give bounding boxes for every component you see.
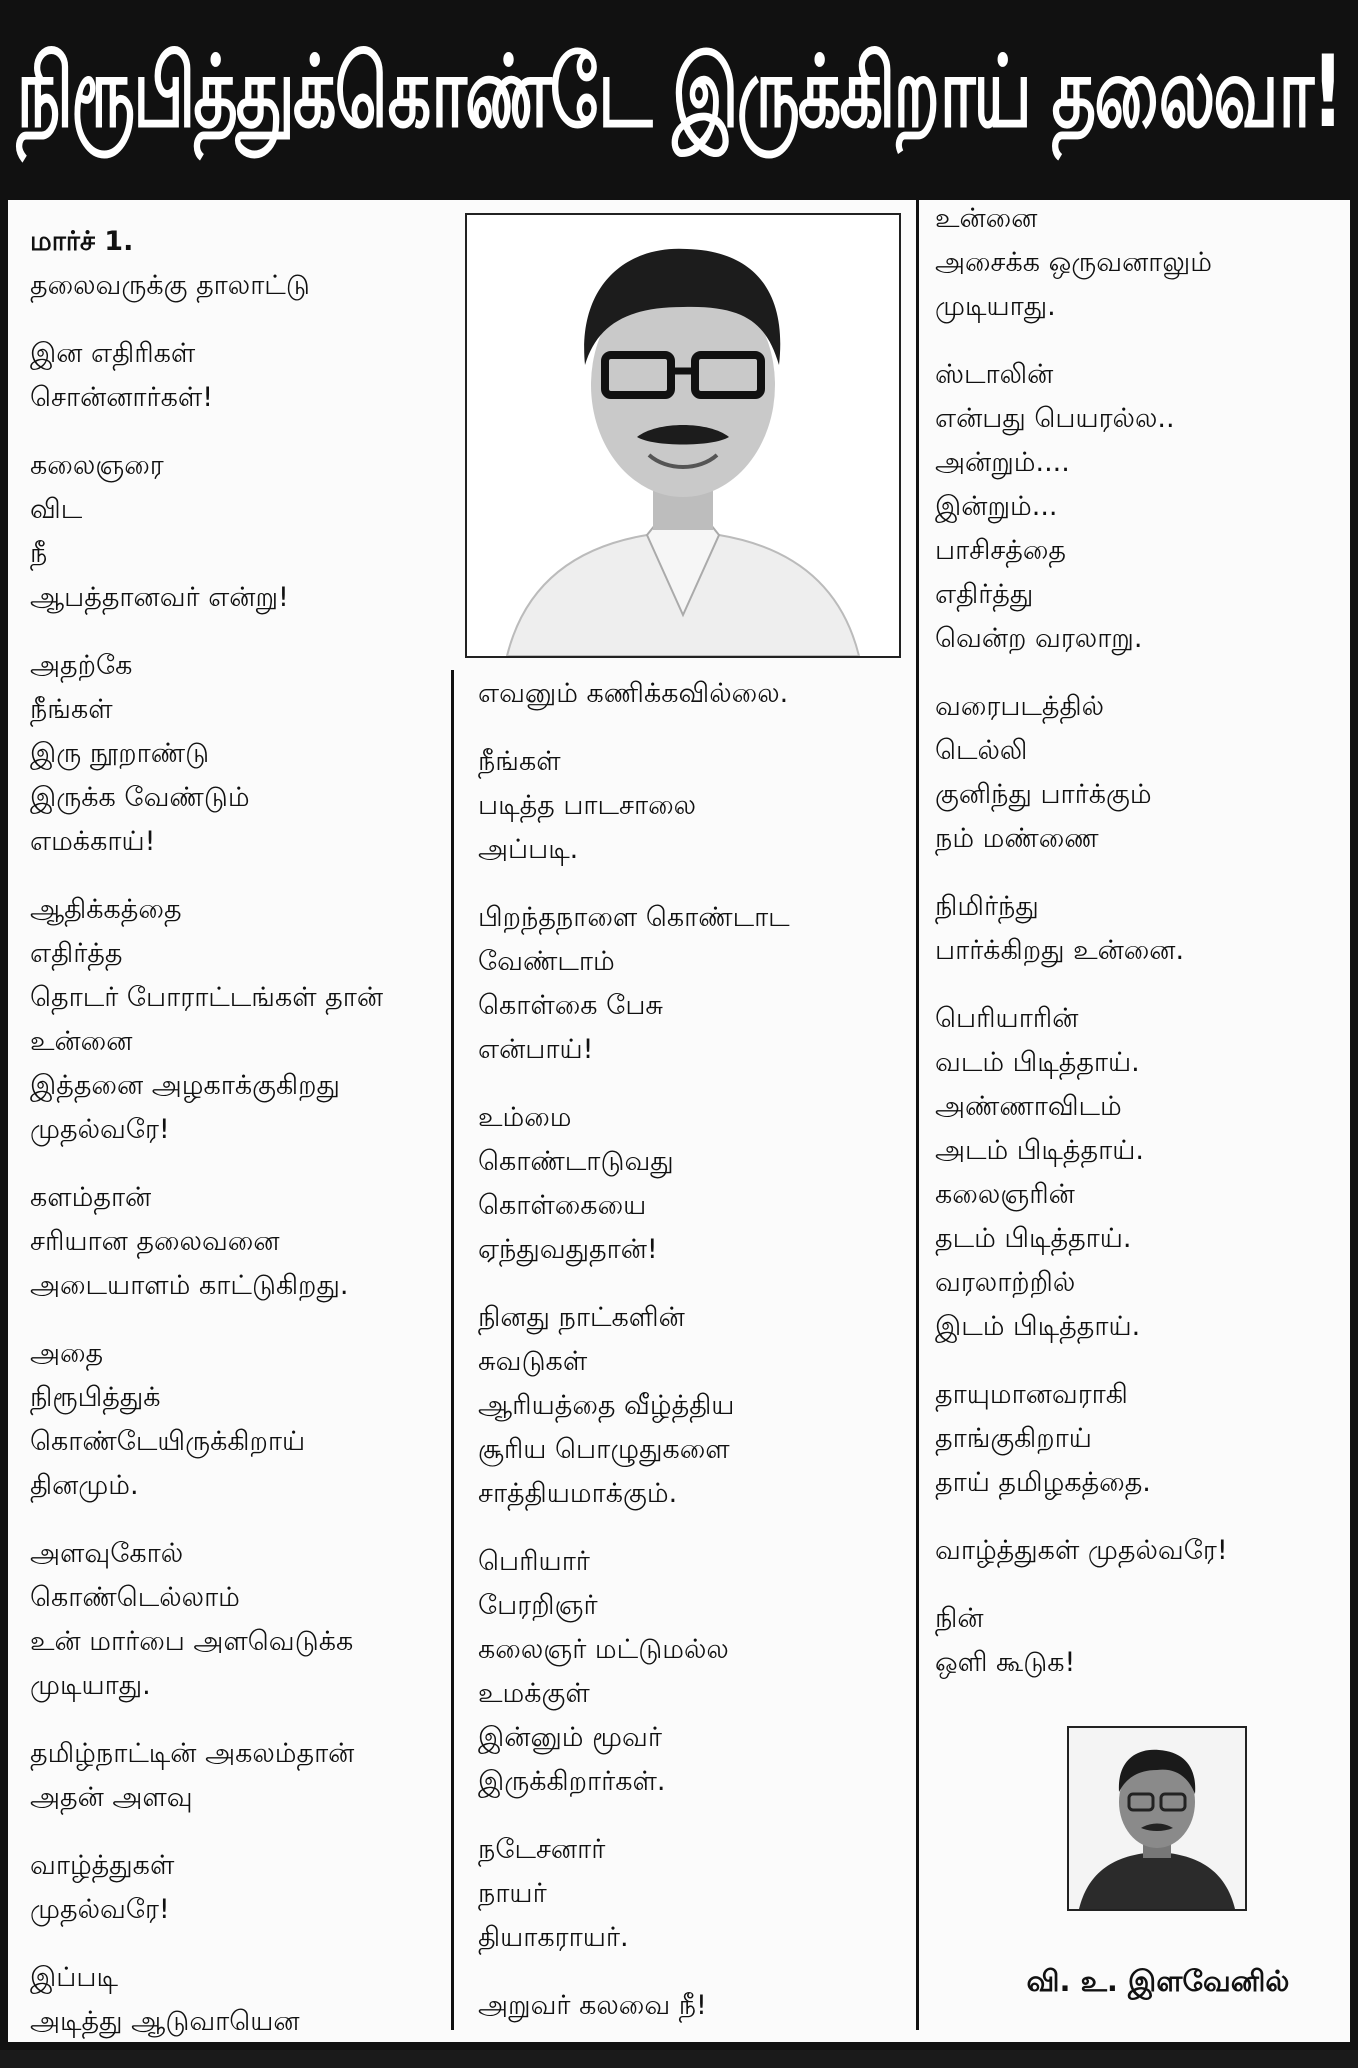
poem-column-1 [30,220,445,2068]
poem-line: இரு நூறாண்டு [30,738,210,769]
poem-line: நீ [30,538,48,569]
author-photo-image [1069,1728,1245,1909]
poem-line: பெரியாரின் [935,1003,1079,1034]
poem-line: தொடர் போராட்டங்கள் தான் [30,982,384,1013]
poem-line: ஆரியத்தை வீழ்த்திய [478,1390,735,1421]
poem-line: சூரிய பொழுதுகளை [478,1434,730,1465]
poem-line: நிரூபித்துக் [30,1382,161,1413]
poem-line: இன்றும்... [935,491,1058,522]
poem-line: எதிர்த்து [935,579,1034,610]
poem-line: இடம் பிடித்தாய். [935,1311,1141,1342]
poem-line: கொள்கை பேசு [478,990,664,1021]
poem-stanza [30,1332,445,1508]
poem-line: நாயர் [478,1878,547,1909]
poem-line: இத்தனை அழகாக்குகிறது [30,1070,340,1101]
poem-stanza [30,1844,445,1932]
poem-stanza [30,888,445,1152]
poem-line: பாசிசத்தை [935,535,1067,566]
poem-line: பெரியார் [478,1546,590,1577]
poem-line: நீங்கள் [478,746,561,777]
poem-stanza [478,1984,908,2028]
author-name: வி. உ. இளவேனில் [1026,1964,1290,1998]
poem-line: குனிந்து பார்க்கும் [935,779,1152,810]
poem-line: இன எதிரிகள் [30,338,196,369]
poem-stanza [30,220,445,308]
poem-line: அதற்கே [30,650,133,681]
poem-stanza [478,896,908,1072]
poem-line: எவனும் கணிக்கவில்லை. [478,678,789,709]
poem-line: தமிழ்நாட்டின் அகலம்தான் [30,1738,355,1769]
author-photo [1067,1726,1247,1911]
poem-column-3 [935,197,1340,1709]
poem-line: இன்னும் மூவர் [478,1722,662,1753]
poem-stanza [30,332,445,420]
poem-line: இருக்க வேண்டும் [30,782,250,813]
poem-line: அடித்து ஆடுவாயென [30,2006,300,2037]
poem-line: உன்னை [935,203,1038,234]
poem-stanza [478,1828,908,1960]
headline-banner [0,0,1358,200]
poem-line: சுவடுகள் [478,1346,588,1377]
poem-stanza [935,685,1340,861]
poem-line: ஆதிக்கத்தை [30,894,182,925]
poem-stanza [935,1529,1340,1573]
poem-line: அசைக்க ஒருவனாலும் [935,247,1212,278]
poem-line: சாத்தியமாக்கும். [478,1478,678,1509]
poem-stanza [935,1373,1340,1505]
poem-line: வாழ்த்துகள் [30,1850,175,1881]
poem-line: கலைஞர் மட்டுமல்ல [478,1634,729,1665]
poem-stanza [30,444,445,620]
poem-line: முதல்வரே! [30,1894,170,1925]
poem-line: நிமிர்ந்து [935,891,1039,922]
poem-line: அடையாளம் காட்டுகிறது. [30,1270,349,1301]
poem-line: ஸ்டாலின் [935,359,1054,390]
poem-line: இருக்கிறார்கள். [478,1766,666,1797]
leader-portrait [465,213,901,658]
poem-stanza [30,644,445,864]
poem-line: நீங்கள் [30,694,113,725]
column-divider-left [451,670,454,2030]
poem-line: தாய் தமிழகத்தை. [935,1467,1151,1498]
poem-stanza [935,885,1340,973]
poem-line: வடம் பிடித்தாய். [935,1047,1140,1078]
poem-line: வேண்டாம் [478,946,615,977]
poem-line: தடம் பிடித்தாய். [935,1223,1132,1254]
poem-line: எதிர்த்த [30,938,123,969]
poem-stanza [478,1540,908,1804]
poem-line: வாழ்த்துகள் முதல்வரே! [935,1535,1228,1566]
poem-line: வென்ற வரலாறு. [935,623,1143,654]
poem-stanza [478,1096,908,1272]
poem-line: கலைஞரின் [935,1179,1075,1210]
poem-line: முடியாது. [935,291,1056,322]
poem-line: பேரறிஞர் [478,1590,598,1621]
poem-line: சரியான தலைவனை [30,1226,280,1257]
poem-line: தலைவருக்கு தாலாட்டு [30,270,310,301]
poem-line: பார்க்கிறது உன்னை. [935,935,1185,966]
poem-line: முடியாது. [30,1670,151,1701]
poem-stanza [30,1956,445,2044]
poem-line: களம்தான் [30,1182,152,1213]
poem-line: அடம் பிடித்தாய். [935,1135,1144,1166]
poem-line: மார்ச் 1. [30,226,134,257]
poem-line: கொண்டெல்லாம் [30,1582,240,1613]
poem-line: அறுவர் கலவை நீ! [478,1990,707,2021]
poem-line: வரைபடத்தில் [935,691,1105,722]
poem-line: அளவுகோல் [30,1538,184,1569]
poem-line: சொன்னார்கள்! [30,382,214,413]
poem-line: படித்த பாடசாலை [478,790,697,821]
poem-stanza [478,672,908,716]
poem-stanza [478,740,908,872]
column-divider-right [916,200,919,2030]
poem-line: டெல்லி [935,735,1028,766]
poem-line: ஆபத்தானவர் என்று! [30,582,289,613]
poem-line: கொண்டேயிருக்கிறாய் [30,1426,306,1457]
headline: நிரூபித்துக்கொண்டே இருக்கிறாய் தலைவா! [16,36,1342,151]
poem-line: தாங்குகிறாய் [935,1423,1092,1454]
poem-line: ஒளி கூடுக! [935,1647,1076,1678]
poem-line: அண்ணாவிடம் [935,1091,1122,1122]
poem-line: கலைஞரை [30,450,164,481]
poem-line: என்பது பெயரல்ல.. [935,403,1175,434]
poem-line: தியாகராயர். [478,1922,629,1953]
article-body [8,200,1350,2042]
poem-line: நின் [935,1603,984,1634]
poem-line: நடேசனார் [478,1834,606,1865]
poem-stanza [30,1732,445,1820]
poem-line: அன்றும்.... [935,447,1070,478]
poem-line: உமக்குள் [478,1678,590,1709]
poem-line: எமக்காய்! [30,826,156,857]
poem-line: கொள்கையை [478,1190,647,1221]
poem-line: வரலாற்றில் [935,1267,1076,1298]
poem-stanza [478,1296,908,1516]
poem-line: உம்மை [478,1102,572,1133]
poem-line: நம் மண்ணை [935,823,1099,854]
poem-line: உன்னை [30,1026,133,1057]
leader-portrait-image [467,215,899,656]
poem-line: உன் மார்பை அளவெடுக்க [30,1626,354,1657]
poem-stanza [935,997,1340,1349]
poem-line: அதன் அளவு [30,1782,193,1813]
poem-stanza [935,353,1340,661]
poem-line: விட [30,494,83,525]
poem-line: தினமும். [30,1470,139,1501]
poem-stanza [935,197,1340,329]
poem-line: அப்படி. [478,834,579,865]
poem-line: என்பாய்! [478,1034,594,1065]
poem-stanza [30,1176,445,1308]
poem-column-2 [478,672,908,2052]
poem-line: முதல்வரே! [30,1114,170,1145]
poem-line: கொண்டாடுவது [478,1146,674,1177]
poem-line: தாயுமானவராகி [935,1379,1128,1410]
poem-line: பிறந்தநாளை கொண்டாட [478,902,790,933]
poem-stanza [30,1532,445,1708]
poem-stanza [935,1597,1340,1685]
poem-line: ஏந்துவதுதான்! [478,1234,658,1265]
poem-line: நினது நாட்களின் [478,1302,685,1333]
poem-line: இப்படி [30,1962,118,1993]
poem-line: அதை [30,1338,104,1369]
